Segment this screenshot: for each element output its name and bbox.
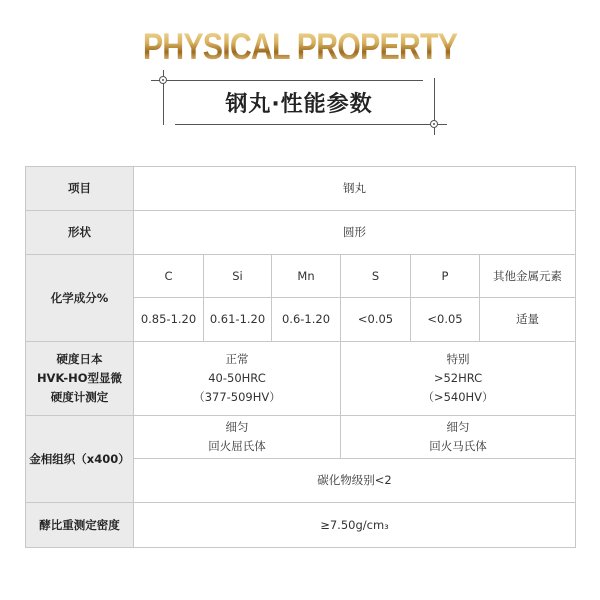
hardness-label — [26, 342, 134, 416]
subtitle: 钢丸·性能参数 — [225, 92, 373, 117]
element-cell: Mn — [272, 255, 341, 298]
hardness-special-line: >52HRC — [433, 371, 483, 385]
element-cell: C — [134, 255, 204, 298]
hardness-special-line: （>540HV） — [422, 390, 494, 404]
element-cell: P — [411, 255, 480, 298]
hardness-label-line: 硬度日本 — [56, 352, 103, 366]
value-cell: 适量 — [480, 298, 576, 342]
headline: PHYSICAL PROPERTY — [54, 26, 546, 68]
structure-left-line: 细匀 — [225, 420, 249, 434]
item-label: 项目 — [26, 167, 134, 211]
hardness-special — [341, 342, 576, 416]
hardness-label-line: 硬度计测定 — [50, 390, 109, 404]
hardness-normal-line: 正常 — [225, 352, 249, 366]
structure-left-line: 回火屈氏体 — [208, 439, 266, 453]
hardness-normal-line: （377-509HV） — [193, 390, 281, 404]
composition-label: 化学成分% — [26, 255, 134, 342]
density-value: ≥7.50g/cm₃ — [134, 503, 576, 548]
hardness-special-line: 特别 — [446, 352, 470, 366]
shape-label: 形状 — [26, 211, 134, 255]
table-row — [26, 342, 576, 416]
shape-value: 圆形 — [134, 211, 576, 255]
element-cell: Si — [204, 255, 272, 298]
table-row — [26, 416, 576, 459]
carbide-value: 碳化物级别<2 — [134, 459, 576, 503]
hardness-label-line: HVK-HO型显微 — [36, 371, 123, 385]
subtitle-frame — [163, 80, 435, 125]
table-row — [26, 167, 576, 211]
element-cell: 其他金属元素 — [480, 255, 576, 298]
structure-label: 金相组织（x400） — [26, 416, 134, 503]
value-cell: 0.6-1.20 — [272, 298, 341, 342]
structure-left — [134, 416, 341, 459]
value-cell: 0.85-1.20 — [134, 298, 204, 342]
value-cell: <0.05 — [341, 298, 411, 342]
value-cell: <0.05 — [411, 298, 480, 342]
table-row — [26, 211, 576, 255]
element-cell: S — [341, 255, 411, 298]
item-value: 钢丸 — [134, 167, 576, 211]
table-row — [26, 503, 576, 548]
density-label: 酵比重测定密度 — [26, 503, 134, 548]
value-cell: 0.61-1.20 — [204, 298, 272, 342]
hardness-normal — [134, 342, 341, 416]
property-table — [25, 166, 576, 548]
table-row — [26, 255, 576, 298]
structure-right-line: 回火马氏体 — [429, 439, 487, 453]
structure-right — [341, 416, 576, 459]
structure-right-line: 细匀 — [446, 420, 470, 434]
hardness-normal-line: 40-50HRC — [208, 371, 266, 385]
